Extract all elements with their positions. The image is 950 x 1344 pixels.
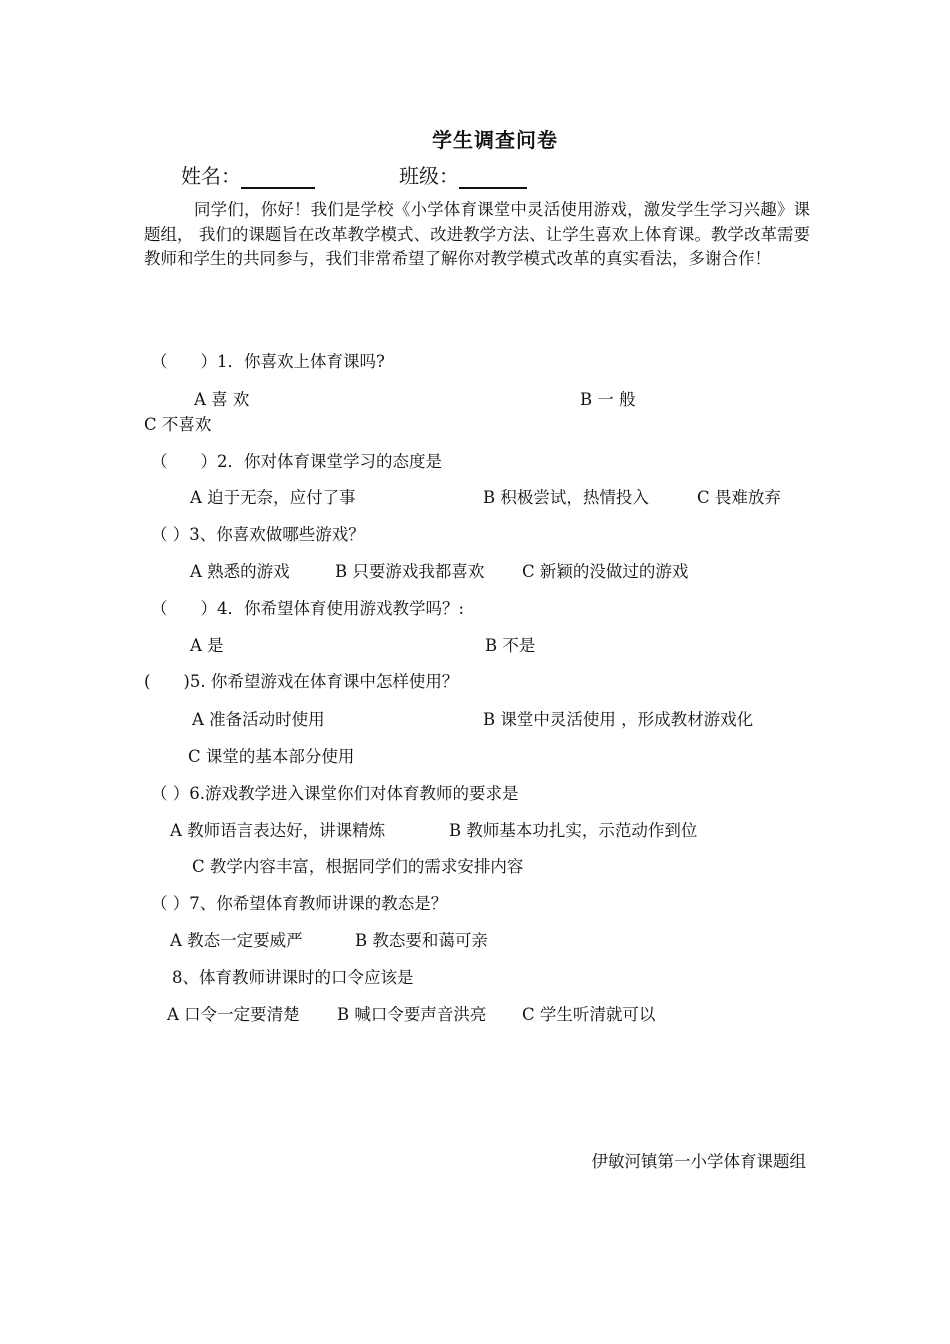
question-text: 4．你希望体育使用游戏教学吗？: xyxy=(217,599,465,618)
question-4 xyxy=(151,595,464,619)
answer-blank[interactable]: （ ） xyxy=(151,352,217,371)
q6-option-c: C 教学内容丰富，根据同学们的需求安排内容 xyxy=(192,857,524,876)
q4-option-b: B 不是 xyxy=(485,636,536,655)
page-title: 学生调查问卷 xyxy=(432,128,558,152)
q3-option-a: A 熟悉的游戏 xyxy=(190,562,290,581)
answer-blank[interactable]: （ ） xyxy=(151,452,217,471)
question-text: 2．你对体育课堂学习的态度是 xyxy=(217,452,442,471)
question-text: 6.游戏教学进入课堂你们对体育教师的要求是 xyxy=(189,784,519,803)
name-blank[interactable] xyxy=(241,165,315,189)
question-5 xyxy=(144,668,458,692)
q2-option-b: B 积极尝试，热情投入 xyxy=(483,488,649,507)
name-label: 姓名： xyxy=(181,164,241,188)
question-text: 1．你喜欢上体育课吗? xyxy=(217,352,385,371)
q1-option-c: C 不喜欢 xyxy=(144,415,212,434)
question-3 xyxy=(151,521,365,545)
q6-option-a: A 教师语言表达好，讲课精炼 xyxy=(170,821,386,840)
answer-blank[interactable]: （ ） xyxy=(151,525,190,544)
q1-option-b: B 一 般 xyxy=(580,390,636,409)
class-blank[interactable] xyxy=(459,165,527,189)
question-text: 7、你希望体育教师讲课的教态是？ xyxy=(189,894,448,913)
answer-blank[interactable]: （ ） xyxy=(151,599,217,618)
q5-option-a: A 准备活动时使用 xyxy=(192,710,325,729)
q2-option-a: A 迫于无奈，应付了事 xyxy=(190,488,356,507)
q3-option-b: B 只要游戏我都喜欢 xyxy=(335,562,485,581)
q4-option-a: A 是 xyxy=(190,636,224,655)
q2-option-c: C 畏难放弃 xyxy=(697,488,781,507)
question-6 xyxy=(151,780,519,804)
q5-option-b: B 课堂中灵活使用 ，形成教材游戏化 xyxy=(483,710,754,729)
q7-option-a: A 教态一定要威严 xyxy=(170,931,303,950)
q3-option-c: C 新颖的没做过的游戏 xyxy=(522,562,689,581)
answer-blank[interactable]: （ ） xyxy=(151,784,190,803)
question-text: 3、你喜欢做哪些游戏？ xyxy=(189,525,365,544)
footer-signature: 伊敏河镇第一小学体育课题组 xyxy=(591,1152,806,1171)
q5-option-c: C 课堂的基本部分使用 xyxy=(188,747,355,766)
class-label: 班级： xyxy=(399,164,459,188)
question-2 xyxy=(151,448,442,472)
q8-option-b: B 喊口令要声音洪亮 xyxy=(337,1005,487,1024)
q1-option-a: A 喜 欢 xyxy=(194,390,250,409)
q6-option-b: B 教师基本功扎实，示范动作到位 xyxy=(449,821,698,840)
question-8 xyxy=(172,964,414,988)
class-field xyxy=(399,160,527,189)
question-text: 5. 你希望游戏在体育课中怎样使用？ xyxy=(189,672,459,691)
q8-option-c: C 学生听清就可以 xyxy=(522,1005,656,1024)
answer-blank[interactable]: （ ） xyxy=(151,894,190,913)
q8-option-a: A 口令一定要清楚 xyxy=(167,1005,300,1024)
name-field xyxy=(181,160,315,189)
question-1 xyxy=(151,348,385,372)
answer-blank[interactable]: ( ) xyxy=(144,672,190,691)
intro-paragraph: 同学们，你好！我们是学校《小学体育课堂中灵活使用游戏，激发学生学习兴趣》课题组， 我们的课题旨在改革教学模式、改进教学方法、让学生喜欢上体育课。教学改革需要教师和学生的共同参与，我们非常希望了解你对教学模式改革的真实看法，多谢合作！ xyxy=(144,200,810,268)
question-text: 8、体育教师讲课时的口令应该是 xyxy=(172,968,414,987)
question-7 xyxy=(151,890,447,914)
q7-option-b: B 教态要和蔼可亲 xyxy=(355,931,488,950)
